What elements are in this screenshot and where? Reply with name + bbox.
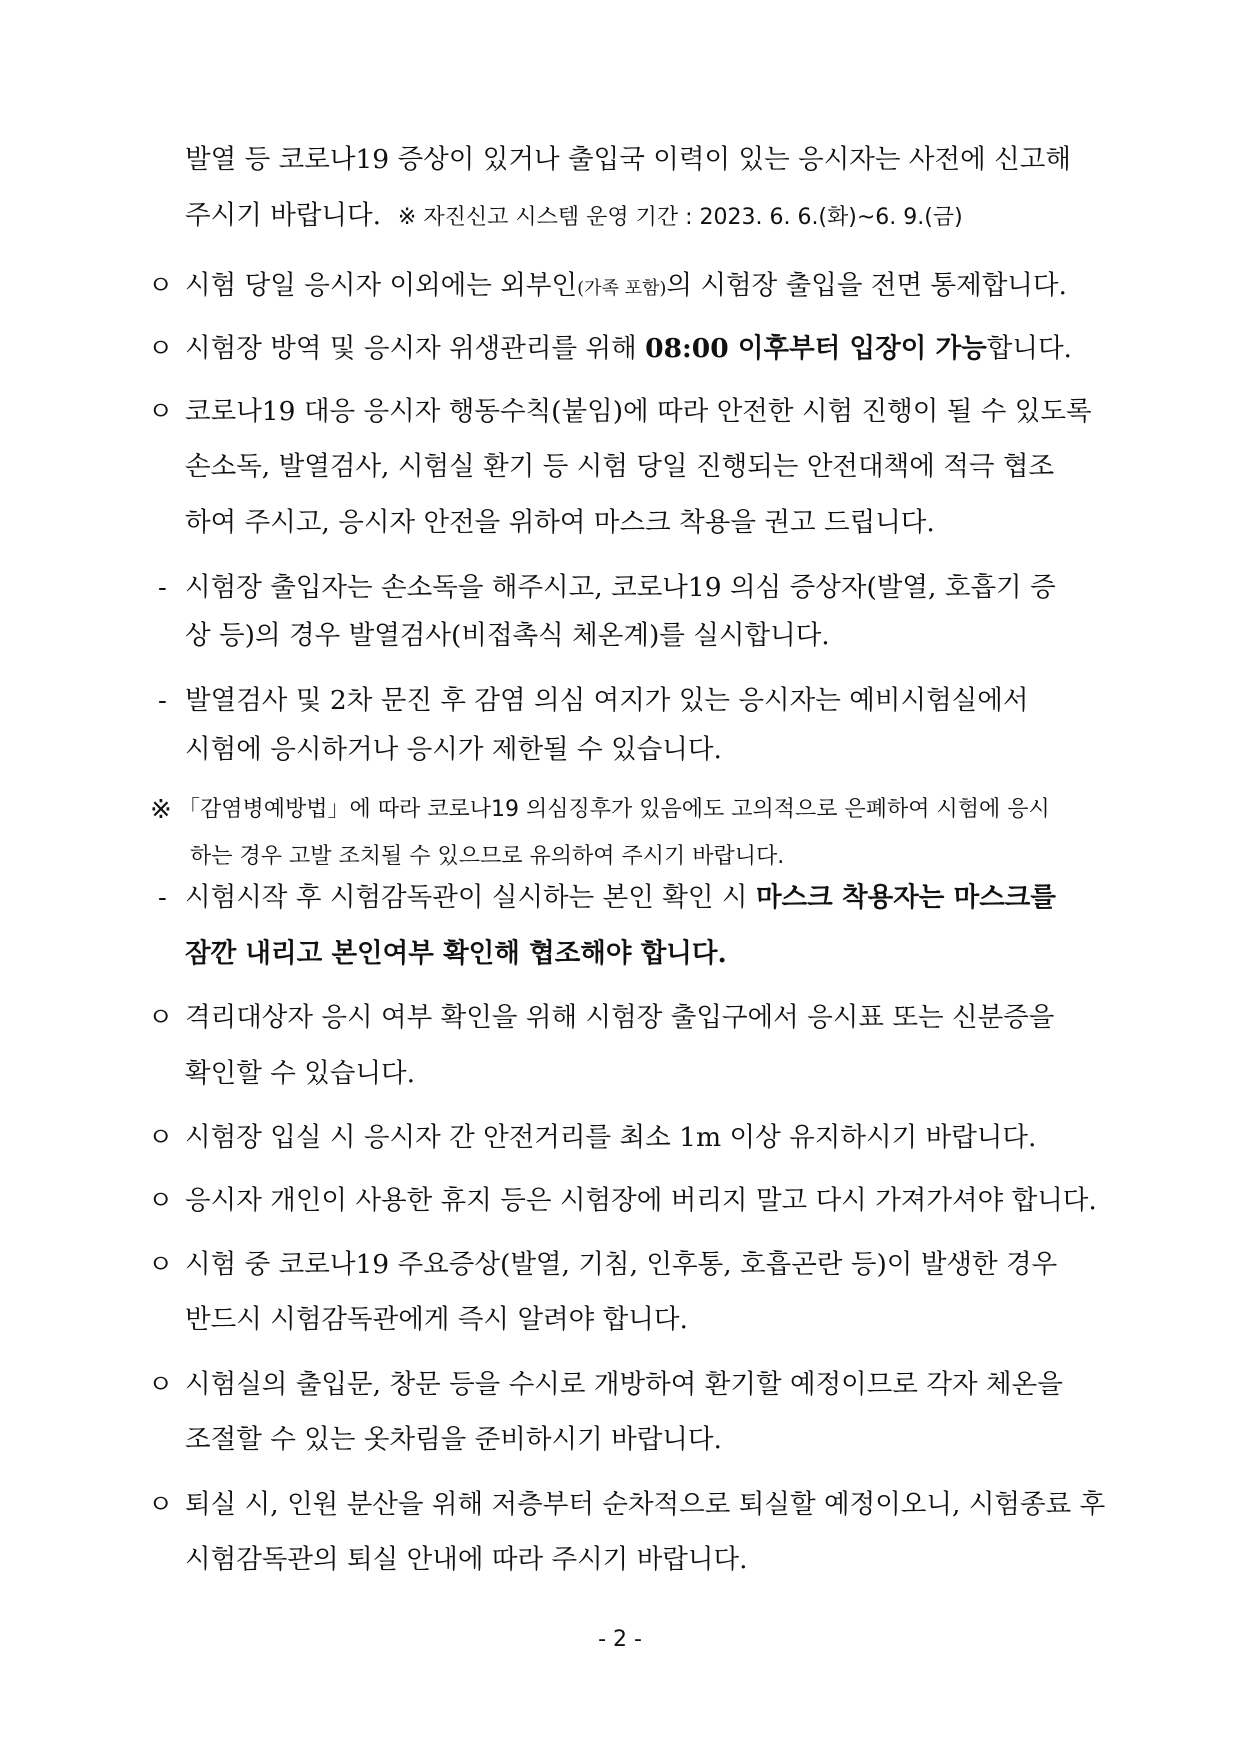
entry-time-highlight: 08:00 이후부터 입장이 가능	[645, 333, 987, 364]
bullet-reference-mark: ※	[150, 795, 172, 825]
bullet-circle: ㅇ	[148, 1123, 174, 1153]
law-note-line-1: 「감염병예방법」에 따라 코로나19 의심징후가 있음에도 고의적으로 은폐하여 시험에 응시	[178, 797, 1050, 822]
symptoms-line-1: 시험 중 코로나19 주요증상(발열, 기침, 인후통, 호흡곤란 등)이 발생한 경우	[185, 1249, 1058, 1280]
ventilation-line-2: 조절할 수 있는 옷차림을 준비하시기 바랍니다.	[185, 1424, 722, 1455]
bullet-dash: -	[158, 573, 167, 603]
entry-control-text: 시험 당일 응시자 이외에는 외부인(가족 포함)의 시험장 출입을 전면 통제합니다.	[185, 270, 1067, 301]
intro-line-2-main: 주시기 바랍니다.	[185, 200, 382, 231]
intro-line-1: 발열 등 코로나19 증상이 있거나 출입국 이력이 있는 응시자는 사전에 신고해	[185, 144, 1071, 175]
self-report-period-note: ※ 자진신고 시스템 운영 기간 : 2023. 6. 6.(화)~6. 9.(금)	[397, 205, 963, 230]
bullet-circle: ㅇ	[148, 334, 174, 364]
ventilation-line-1: 시험실의 출입문, 창문 등을 수시로 개방하여 환기할 예정이므로 각자 체온을	[185, 1369, 1063, 1400]
reserve-room-line-2: 시험에 응시하거나 응시가 제한될 수 있습니다.	[185, 734, 722, 765]
bullet-circle: ㅇ	[148, 271, 174, 301]
sanitize-line-2: 상 등)의 경우 발열검사(비접촉식 체온계)를 실시합니다.	[185, 620, 830, 651]
bullet-circle: ㅇ	[148, 1370, 174, 1400]
exit-line-2: 시험감독관의 퇴실 안내에 따라 주시기 바랍니다.	[185, 1544, 748, 1575]
quarantine-line-1: 격리대상자 응시 여부 확인을 위해 시험장 출입구에서 응시표 또는 신분증을	[185, 1002, 1055, 1033]
entry-time-text: 시험장 방역 및 응시자 위생관리를 위해 08:00 이후부터 입장이 가능합니다.	[185, 333, 1072, 364]
reserve-room-line-1: 발열검사 및 2차 문진 후 감염 의심 여지가 있는 응시자는 예비시험실에서	[185, 685, 1029, 716]
mask-instruction-highlight: 마스크 착용자는 마스크를	[755, 882, 1056, 913]
bullet-circle: ㅇ	[148, 397, 174, 427]
intro-line-2	[185, 198, 963, 236]
guideline-line-2: 손소독, 발열검사, 시험실 환기 등 시험 당일 진행되는 안전대책에 적극 협조	[185, 451, 1055, 482]
exit-line-1: 퇴실 시, 인원 분산을 위해 저층부터 순차적으로 퇴실할 예정이오니, 시험종료 후	[185, 1489, 1106, 1520]
sanitize-line-1: 시험장 출입자는 손소독을 해주시고, 코로나19 의심 증상자(발열, 호흡기 증	[185, 572, 1056, 603]
identity-line-1: 시험시작 후 시험감독관이 실시하는 본인 확인 시 마스크 착용자는 마스크를	[185, 882, 1056, 913]
tissue-text: 응시자 개인이 사용한 휴지 등은 시험장에 버리지 말고 다시 가져가셔야 합니다.	[185, 1185, 1097, 1216]
bullet-circle: ㅇ	[148, 1003, 174, 1033]
bullet-circle: ㅇ	[148, 1250, 174, 1280]
identity-line-2: 잠깐 내리고 본인여부 확인해 협조해야 합니다.	[185, 938, 727, 969]
bullet-circle: ㅇ	[148, 1186, 174, 1216]
bullet-dash: -	[158, 686, 167, 716]
bullet-circle: ㅇ	[148, 1490, 174, 1520]
distance-text: 시험장 입실 시 응시자 간 안전거리를 최소 1m 이상 유지하시기 바랍니다.	[185, 1122, 1037, 1153]
symptoms-line-2: 반드시 시험감독관에게 즉시 알려야 합니다.	[185, 1304, 688, 1335]
guideline-line-3: 하여 주시고, 응시자 안전을 위하여 마스크 착용을 권고 드립니다.	[185, 507, 935, 538]
guideline-line-1: 코로나19 대응 응시자 행동수칙(붙임)에 따라 안전한 시험 진행이 될 수 있도록	[185, 396, 1092, 427]
page-number: - 2 -	[598, 1627, 642, 1652]
quarantine-line-2: 확인할 수 있습니다.	[185, 1058, 416, 1089]
law-note-line-2: 하는 경우 고발 조치될 수 있으므로 유의하여 주시기 바랍니다.	[190, 844, 785, 869]
bullet-dash: -	[158, 883, 167, 913]
family-included-note: (가족 포함)	[577, 278, 667, 299]
